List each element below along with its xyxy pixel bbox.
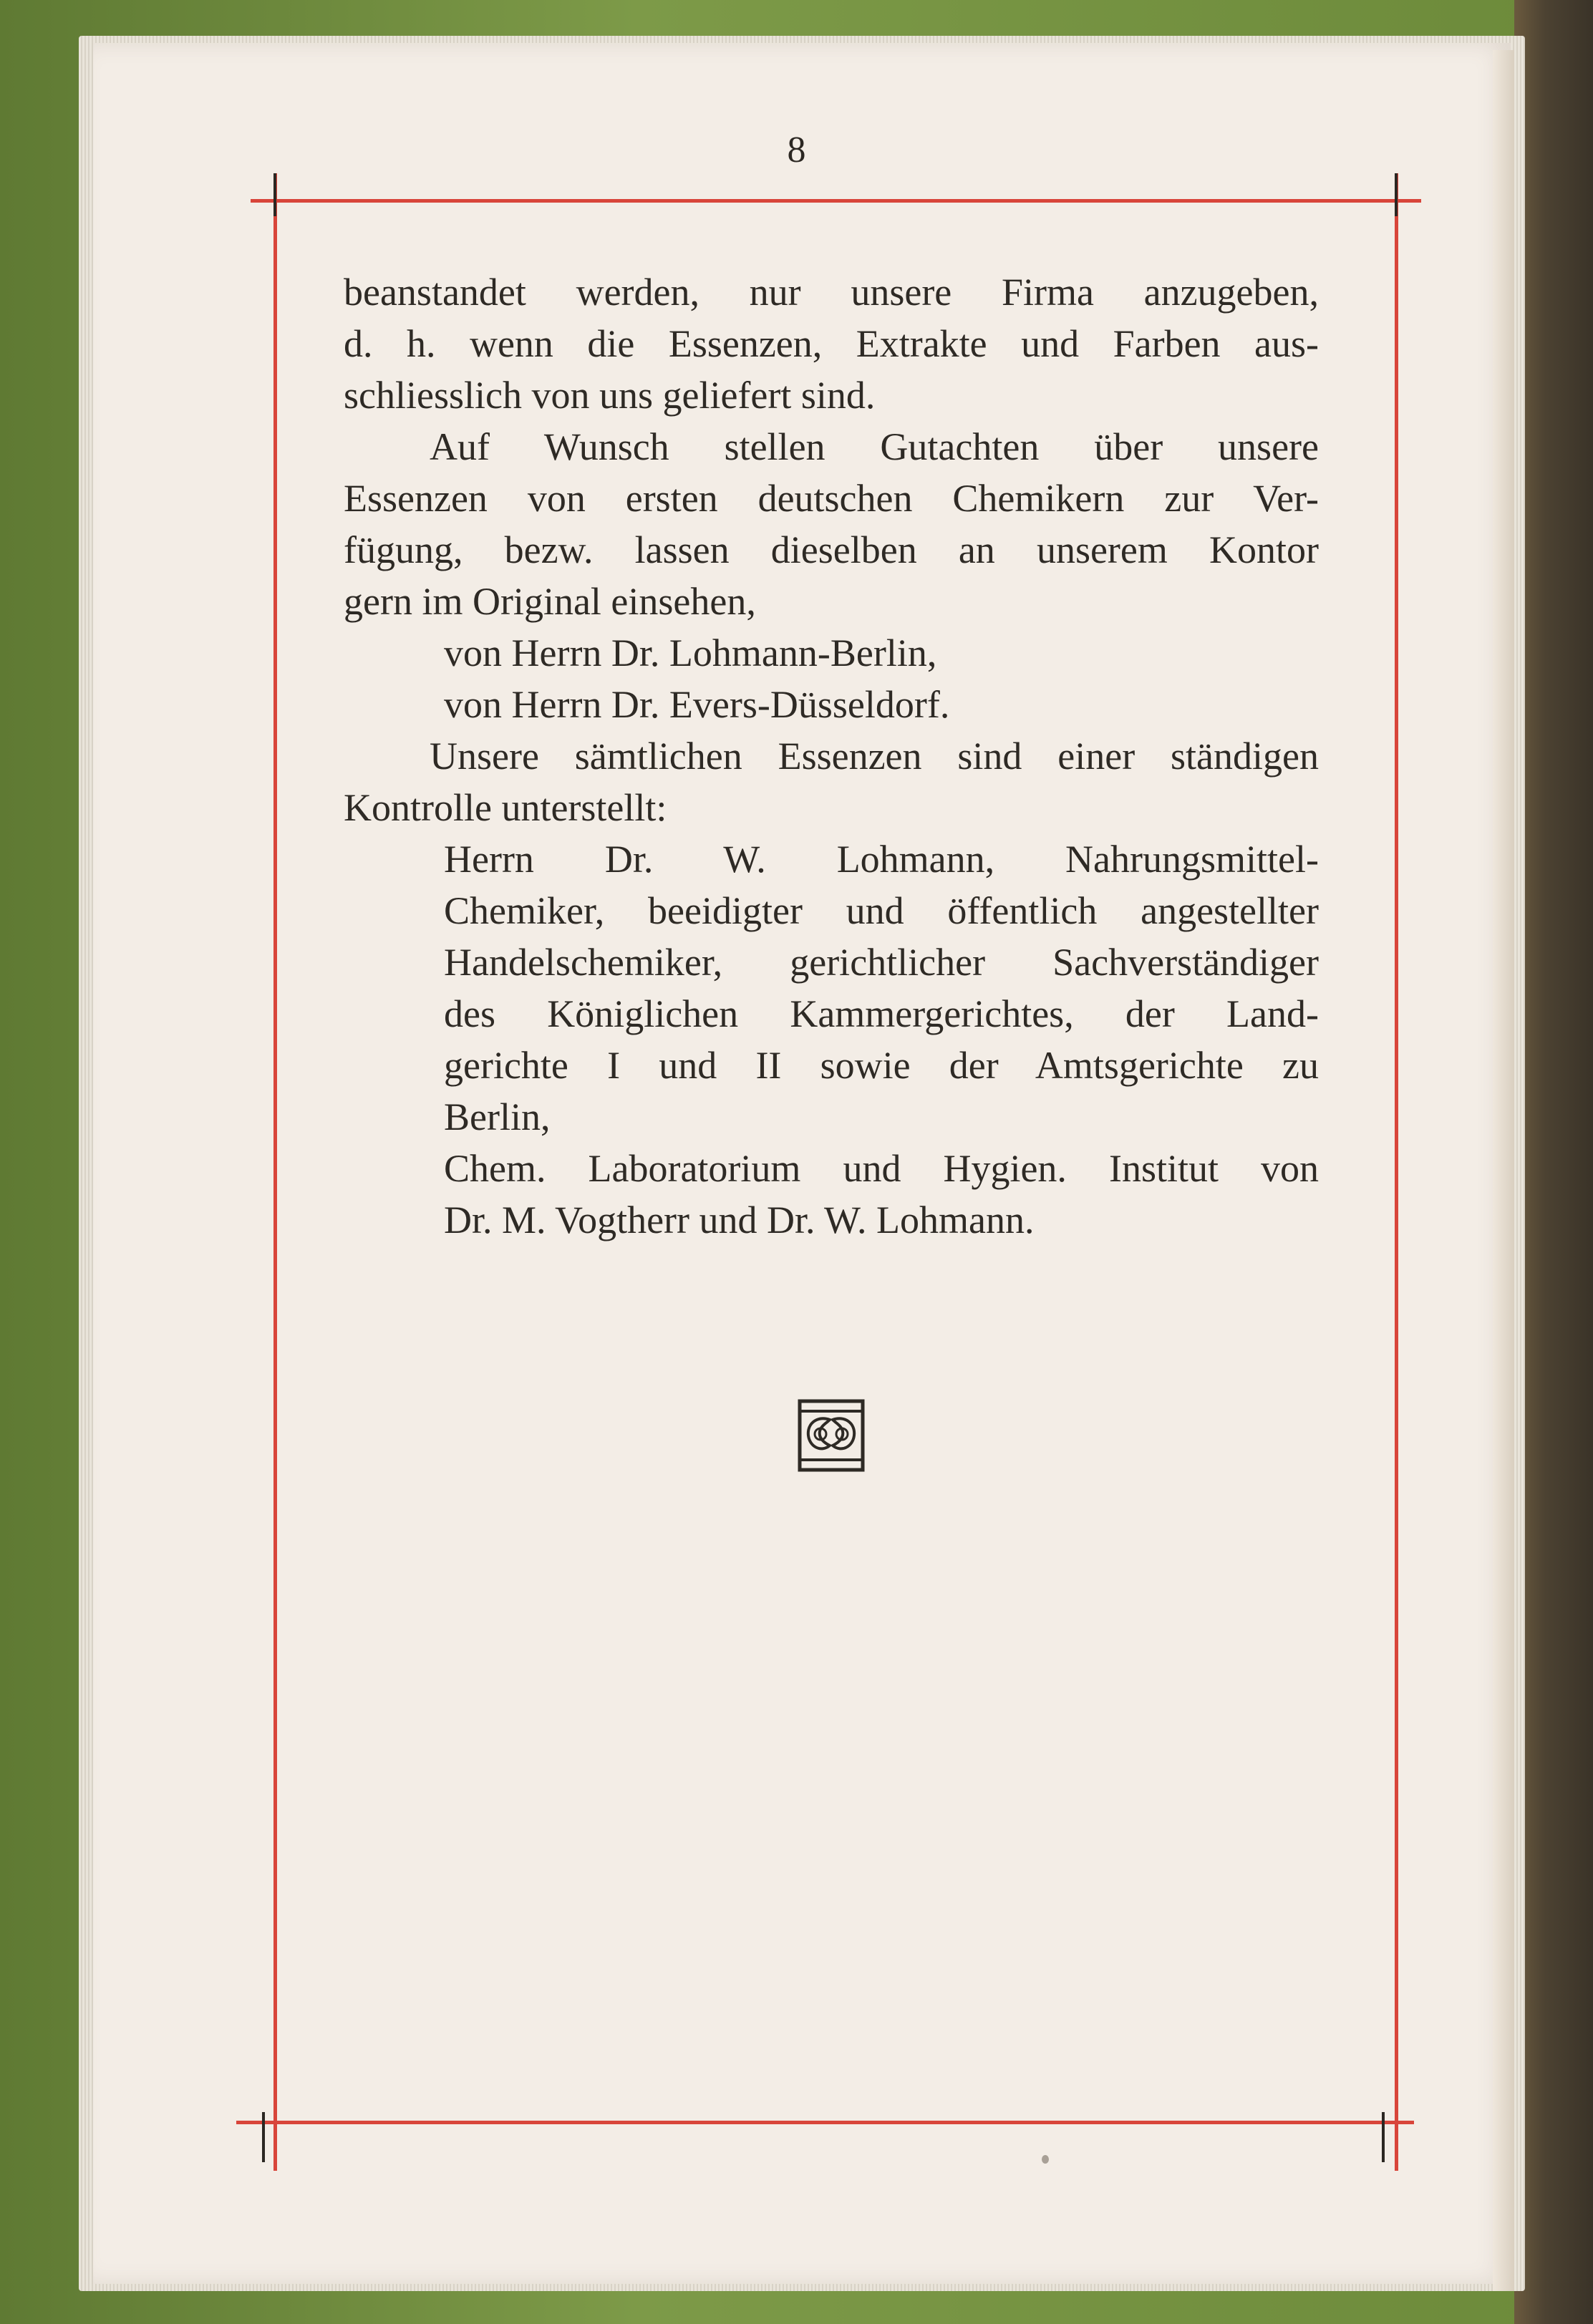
facing-page-edge (1493, 50, 1514, 2291)
frame-tick-bottom-left (262, 2112, 265, 2162)
text-line: Herrn Dr. W. Lohmann, Nahrungsmittel- (444, 838, 1319, 881)
text-line: Chem. Laboratorium und Hygien. Institut von (444, 1147, 1319, 1190)
frame-rule-right (1395, 173, 1398, 2171)
body-text (344, 266, 1319, 1246)
text-line: gerichte I und II sowie der Amtsgerichte zu (444, 1044, 1319, 1087)
text-line: beanstandet werden, nur unsere Firma anzugeben, (344, 271, 1319, 314)
book-spine (1514, 0, 1593, 2324)
text-line: Berlin, (444, 1095, 551, 1138)
text-line: fügung, bezw. lassen dieselben an unserem Kontor (344, 528, 1319, 571)
text-line: des Königlichen Kammergerichtes, der Land- (444, 992, 1319, 1035)
frame-tick-top-left (273, 173, 276, 216)
text-line: Auf Wunsch stellen Gutachten über unsere (430, 425, 1319, 468)
text-line: von Herrn Dr. Evers-Düsseldorf. (444, 683, 950, 726)
frame-rule-left (273, 173, 277, 2171)
paper-smudge (1042, 2155, 1049, 2164)
text-line: Handelschemiker, gerichtlicher Sachverständiger (444, 941, 1319, 984)
frame-tick-top-right (1395, 173, 1398, 216)
text-line: d. h. wenn die Essenzen, Extrakte und Farben aus- (344, 322, 1319, 365)
frame-tick-bottom-right (1382, 2112, 1385, 2162)
text-line: Dr. M. Vogtherr und Dr. W. Lohmann. (444, 1199, 1035, 1241)
text-line: Essenzen von ersten deutschen Chemikern zur Ver- (344, 477, 1319, 520)
text-line: von Herrn Dr. Lohmann-Berlin, (444, 631, 937, 674)
frame-rule-bottom (236, 2121, 1414, 2124)
text-line: Chemiker, beeidigter und öffentlich angestellter (444, 889, 1319, 932)
text-line: schliesslich von uns geliefert sind. (344, 374, 876, 417)
frame-rule-top (251, 199, 1421, 203)
page-number: 8 (787, 130, 806, 170)
text-line: gern im Original einsehen, (344, 580, 756, 623)
ornament-icon (797, 1398, 866, 1473)
text-line: Unsere sämtlichen Essenzen sind einer ständigen (430, 735, 1319, 778)
text-line: Kontrolle unterstellt: (344, 786, 667, 829)
